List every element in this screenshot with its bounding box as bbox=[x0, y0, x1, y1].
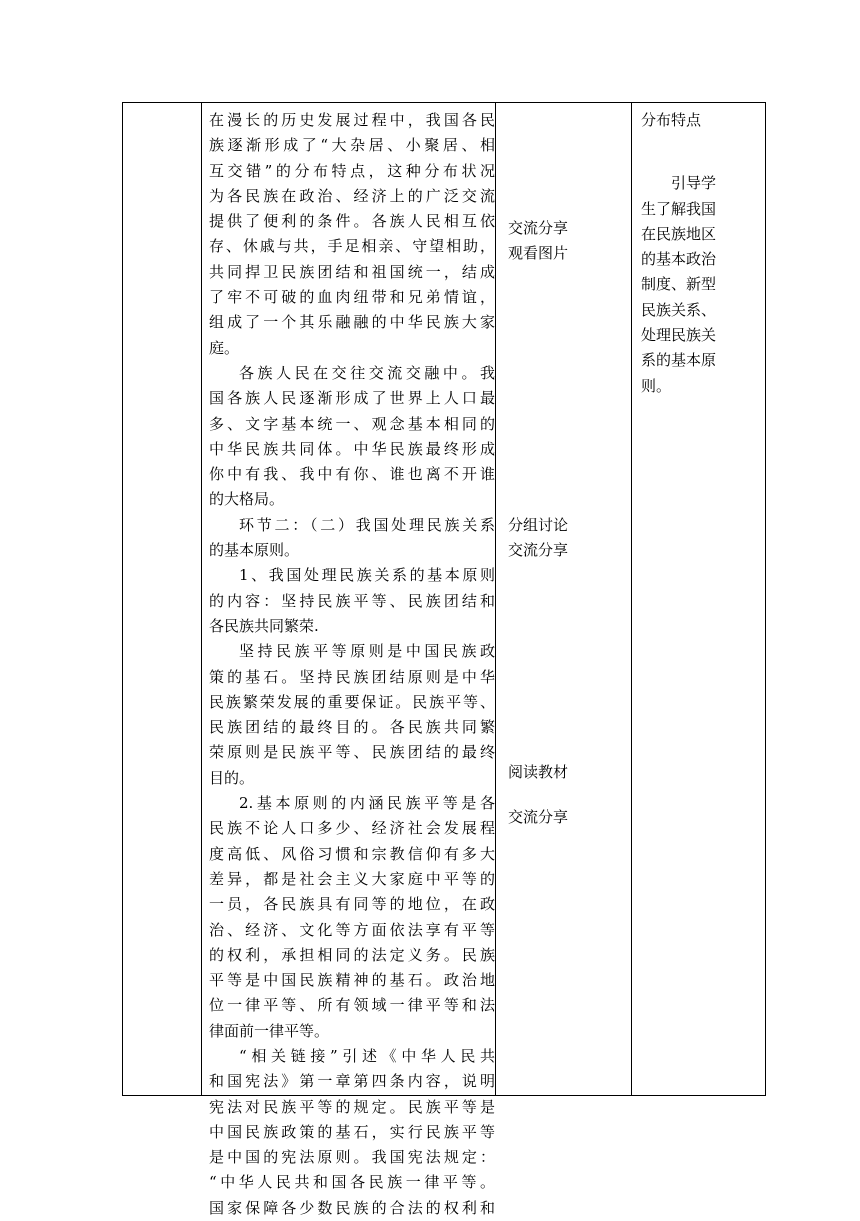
text-line: 交流分享 bbox=[508, 808, 569, 826]
text-line: 差异，都是社会主义大家庭中平等的 bbox=[209, 869, 495, 888]
text-line: 多、文字基本统一、观念基本相同的 bbox=[209, 414, 495, 433]
column-divider bbox=[201, 103, 202, 1095]
text-line: 坚持民族平等原则是中国民族政 bbox=[239, 642, 495, 661]
paragraph bbox=[209, 1044, 495, 1221]
text-line: 宪法对民族平等的规定。民族平等是 bbox=[209, 1097, 495, 1116]
text-line: 引导学 bbox=[671, 174, 717, 193]
text-line: 在漫长的历史发展过程中，我国各民 bbox=[209, 111, 495, 129]
text-line: 治、经济、文化等方面依法享有平等 bbox=[209, 920, 495, 939]
text-line: 一员，各民族具有同等的地位，在政 bbox=[209, 895, 495, 914]
text-line: 阅读教材 bbox=[508, 763, 569, 781]
text-line: 系的基本原 bbox=[641, 351, 717, 370]
text-line: 2.基本原则的内涵民族平等是各 bbox=[239, 794, 495, 813]
text-line: 分布特点 bbox=[641, 111, 702, 129]
text-line: 组成了一个其乐融融的中华民族大家 bbox=[209, 313, 495, 332]
text-line: 存、休戚与共，手足相亲、守望相助， bbox=[209, 237, 495, 256]
text-line: 环节二：（二）我国处理民族关系 bbox=[239, 515, 495, 534]
text-line: 交流分享 bbox=[508, 219, 569, 237]
text-line: 处理民族关 bbox=[641, 326, 717, 345]
text-line: 庭。 bbox=[209, 338, 240, 357]
text-line: 的大格局。 bbox=[209, 490, 285, 509]
paragraph bbox=[209, 361, 495, 513]
text-line: 律面前一律平等。 bbox=[209, 1021, 330, 1040]
text-line: 民族团结的最终目的。各民族共同繁 bbox=[209, 718, 495, 737]
text-line: 提供了便利的条件。各族人民相互依 bbox=[209, 212, 495, 231]
text-line: 观看图片 bbox=[508, 244, 569, 263]
text-line: 国各族人民逐渐形成了世界上人口最 bbox=[209, 389, 495, 408]
text-line: 的内容：坚持民族平等、民族团结和 bbox=[209, 591, 495, 610]
text-line: 你中有我、我中有你、谁也离不开谁 bbox=[209, 465, 495, 484]
paragraph bbox=[209, 108, 495, 361]
text-line: 1、我国处理民族关系的基本原则 bbox=[239, 566, 495, 585]
text-line: 制度、新型 bbox=[641, 275, 717, 294]
text-line: 互交错”的分布特点，这种分布状况 bbox=[209, 161, 495, 180]
paragraph bbox=[209, 639, 495, 791]
paragraph bbox=[641, 171, 765, 399]
text-line: 在民族地区 bbox=[641, 224, 717, 243]
text-line: 各族人民在交往交流交融中。我 bbox=[239, 363, 495, 382]
text-line: 平等是中国民族精神的基石。政治地 bbox=[209, 971, 495, 990]
text-line: 各民族共同繁荣. bbox=[209, 616, 319, 635]
lesson-table bbox=[122, 102, 766, 1217]
paragraph bbox=[209, 563, 495, 639]
student-activity-group bbox=[508, 805, 568, 830]
text-line: 目的。 bbox=[209, 768, 255, 787]
text-line: 和国宪法》第一章第四条内容，说明 bbox=[209, 1072, 495, 1091]
text-line: 荣原则是民族平等、民族团结的最终 bbox=[209, 743, 495, 762]
column-divider bbox=[495, 103, 496, 1095]
text-line: 中华民族共同体。中华民族最终形成 bbox=[209, 439, 495, 458]
student-activity-group bbox=[508, 216, 568, 267]
text-line: 策的基石。坚持民族团结原则是中华 bbox=[209, 667, 495, 686]
text-line: 民族关系、 bbox=[641, 300, 717, 319]
text-line: 共同捍卫民族团结和祖国统一，结成 bbox=[209, 262, 495, 281]
text-line: 为各民族在政治、经济上的广泛交流 bbox=[209, 186, 495, 205]
text-line: 则。 bbox=[641, 376, 672, 395]
text-line: 民族繁荣发展的重要保证。民族平等、 bbox=[209, 692, 495, 711]
text-line: 族逐渐形成了“大杂居、小聚居、相 bbox=[209, 136, 495, 155]
text-line: 的基本原则。 bbox=[209, 541, 300, 560]
student-activity-group bbox=[508, 513, 568, 564]
text-line: 了牢不可破的血肉纽带和兄弟情谊， bbox=[209, 288, 495, 307]
activity-content-cell bbox=[209, 108, 495, 1221]
text-line: 度高低、风俗习惯和宗教信仰有多大 bbox=[209, 844, 495, 863]
text-line: “相关链接”引述《中华人民共 bbox=[239, 1046, 495, 1065]
text-line: 的基本政治 bbox=[641, 250, 717, 269]
text-line: 是中国的宪法原则。我国宪法规定： bbox=[209, 1148, 495, 1167]
column-divider bbox=[631, 103, 632, 1095]
text-line: 中国民族政策的基石，实行民族平等 bbox=[209, 1122, 495, 1141]
paragraph bbox=[209, 791, 495, 1044]
student-activity-group bbox=[508, 760, 568, 785]
section-heading bbox=[209, 513, 495, 564]
text-line: “中华人民共和国各民族一律平等。 bbox=[209, 1173, 495, 1192]
design-intent-cell bbox=[641, 108, 765, 399]
text-line: 位一律平等、所有领域一律平等和法 bbox=[209, 996, 495, 1015]
text-line: 分组讨论 bbox=[508, 516, 569, 534]
text-line: 生了解我国 bbox=[641, 199, 717, 218]
text-line: 交流分享 bbox=[508, 541, 569, 560]
text-line: 国家保障各少数民族的合法的权利和 bbox=[209, 1198, 495, 1217]
text-line: 的权利，承担相同的法定义务。民族 bbox=[209, 945, 495, 964]
text-line: 民族不论人口多少、经济社会发展程 bbox=[209, 819, 495, 838]
